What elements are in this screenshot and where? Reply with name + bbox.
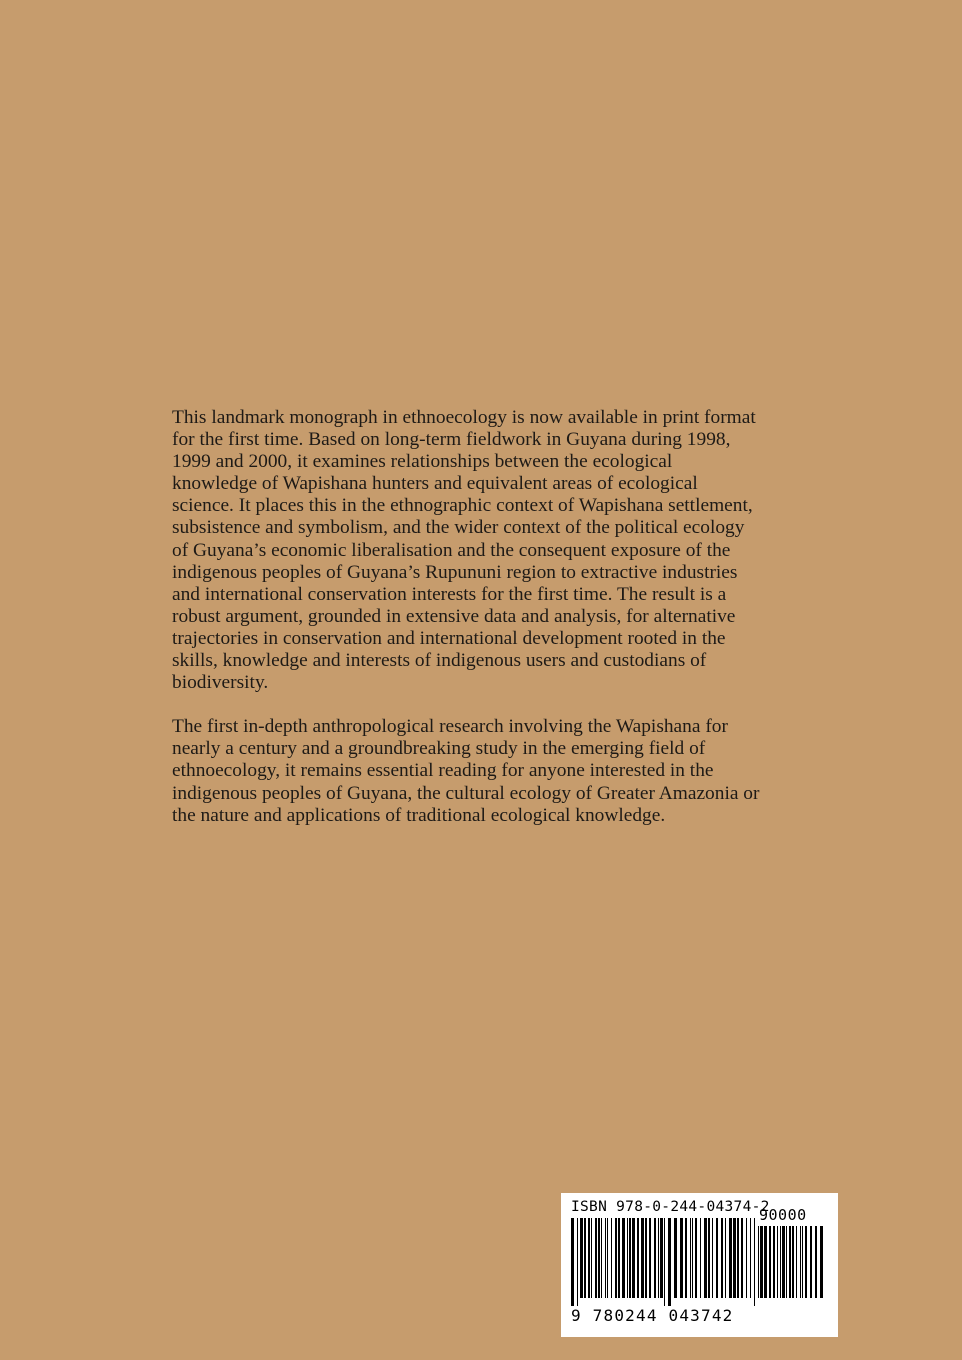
- barcode-bar: [725, 1218, 726, 1298]
- barcode-bar: [733, 1218, 736, 1298]
- barcode-bar: [780, 1226, 781, 1298]
- barcode-bar: [692, 1218, 693, 1298]
- barcode-bar: [685, 1218, 687, 1298]
- barcode-bar: [712, 1218, 713, 1298]
- barcode-bar: [615, 1218, 617, 1298]
- barcode-bar: [700, 1218, 701, 1298]
- barcode-bar: [777, 1226, 778, 1298]
- barcode-bar: [729, 1218, 732, 1298]
- barcode-bar: [629, 1218, 631, 1298]
- barcode-bar: [645, 1218, 647, 1298]
- barcode-bar: [591, 1218, 592, 1298]
- barcode-bar: [789, 1226, 791, 1298]
- barcode-bar: [802, 1226, 803, 1298]
- blurb-paragraph-2: The first in-depth anthropological research involving the Wapishana for nearly a century and a groundbreaking study in the emerging field of ethnoecology, it remains essential reading for anyone interested in the indigenous peoples of Guyana, the cultural ecology of Greater Amazonia or the nature and applications of traditional ecological knowledge.: [172, 716, 760, 826]
- barcode-bar: [607, 1218, 608, 1298]
- barcode-bar: [773, 1226, 775, 1298]
- barcode-bar: [627, 1218, 628, 1298]
- barcode-bar: [746, 1218, 747, 1298]
- isbn-label: ISBN 978-0-244-04374-2: [571, 1199, 770, 1215]
- barcode-bar: [577, 1218, 578, 1306]
- barcode-bar: [782, 1226, 785, 1298]
- barcode-bar: [571, 1218, 574, 1306]
- barcode-bar: [721, 1218, 723, 1298]
- barcode-bar: [649, 1218, 651, 1298]
- barcode-bar: [741, 1218, 743, 1298]
- barcode-bar: [660, 1218, 663, 1298]
- barcode-bar: [805, 1226, 807, 1298]
- barcode-bar: [595, 1218, 597, 1298]
- blurb-paragraph-1: This landmark monograph in ethnoecology is now available in print format for the first time. Based on long-term fieldwork in Guyana during 1998, 1999 and 2000, it examines relationships between the ecological knowledge of Wapishana hunters and equivalent areas of ecological science. It places this in the ethnographic context of Wapishana settlement, subsistence and symbolism, and the wider context of the political ecology of Guyana’s economic liberalisation and the consequent exposure of the indigenous peoples of Guyana’s Rupununi region to extractive industries and international conservation interests for the first time. The result is a robust argument, grounded in extensive data and analysis, for alternative trajectories in conservation and international development rooted in the skills, knowledge and interests of indigenous users and custodians of biodiversity.: [172, 407, 756, 694]
- barcode-bar: [754, 1218, 755, 1306]
- barcode-bar: [737, 1218, 739, 1298]
- barcode-bar: [704, 1218, 707, 1298]
- barcode-bar: [605, 1218, 606, 1298]
- barcode-bar: [764, 1226, 767, 1298]
- barcode-bar: [796, 1226, 797, 1298]
- barcode-bar: [588, 1218, 590, 1298]
- barcode-bar: [810, 1226, 812, 1298]
- ean-barcode-bars: [571, 1218, 761, 1306]
- barcode-bar: [760, 1226, 763, 1298]
- barcode-bar: [668, 1218, 671, 1306]
- barcode-bar: [598, 1218, 600, 1298]
- barcode-bar: [690, 1218, 691, 1298]
- barcode-bar: [618, 1218, 620, 1298]
- barcode-bar: [580, 1218, 583, 1298]
- barcode-bar: [654, 1218, 656, 1298]
- barcode-bar: [716, 1218, 718, 1298]
- barcode-bar: [786, 1226, 787, 1298]
- barcode-bar: [695, 1218, 697, 1298]
- barcode-bar: [658, 1218, 659, 1298]
- barcode-bar: [820, 1226, 823, 1298]
- back-cover-blurb: [172, 407, 762, 849]
- barcode-bar: [815, 1226, 817, 1298]
- barcode-bar: [750, 1218, 751, 1298]
- ean-digits: 9 780244 043742: [571, 1306, 734, 1325]
- barcode-bar: [769, 1226, 771, 1298]
- barcode-bar: [664, 1218, 665, 1306]
- barcode-bar: [680, 1218, 683, 1298]
- barcode-bar: [758, 1226, 759, 1298]
- barcode-bar: [601, 1218, 602, 1298]
- barcode-bar: [584, 1218, 586, 1298]
- barcode-bar: [800, 1226, 801, 1298]
- barcode-bar: [622, 1218, 625, 1298]
- barcode-bar: [641, 1218, 644, 1298]
- barcode-bar: [632, 1218, 635, 1298]
- barcode-bar: [792, 1226, 794, 1298]
- barcode-bar: [637, 1218, 639, 1298]
- addon-barcode-bars: [758, 1226, 826, 1306]
- barcode-bar: [708, 1218, 710, 1298]
- barcode-bar: [674, 1218, 677, 1298]
- price-code: 90000: [759, 1206, 807, 1224]
- isbn-barcode: [561, 1193, 838, 1337]
- barcode-bar: [611, 1218, 612, 1298]
